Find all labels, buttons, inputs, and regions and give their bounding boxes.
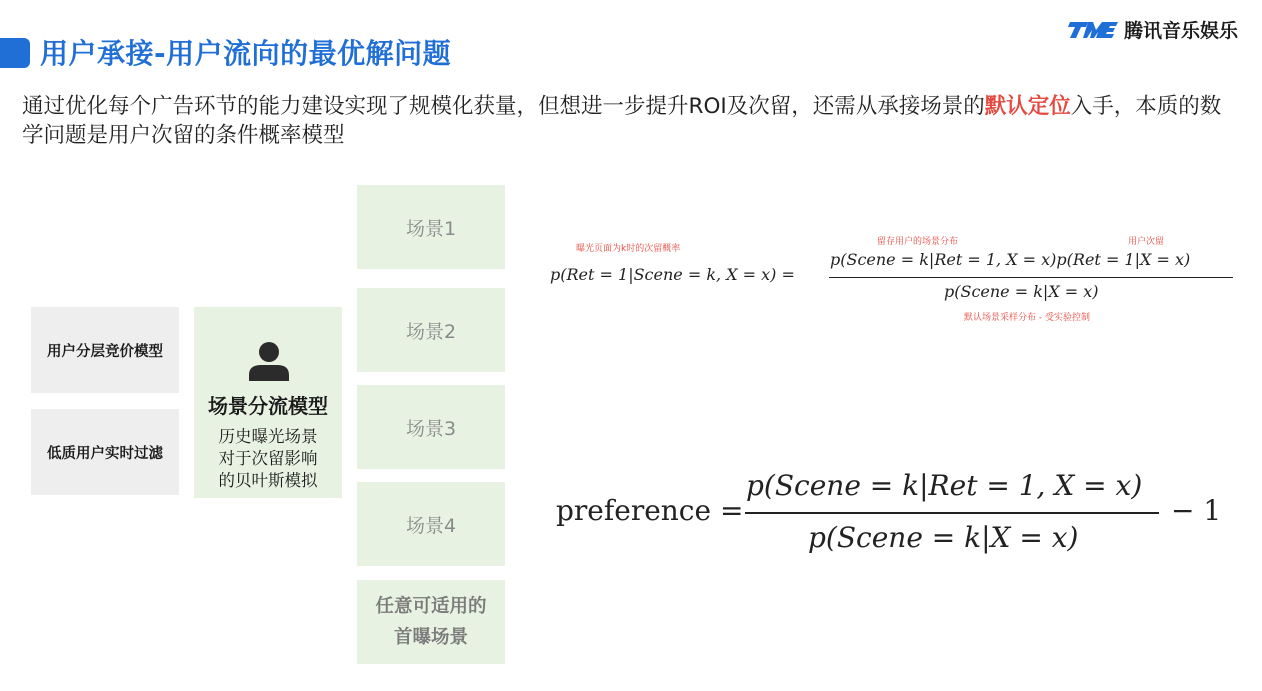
intro-text-1: 通过优化每个广告环节的能力建设实现了规模化获量，但想进一步提升ROI及次留，还需从承接场景的 <box>22 94 985 119</box>
scene-any-line: 首曝场景 <box>393 627 468 648</box>
scene-any-line: 任意可适用的 <box>375 596 487 617</box>
formula2-numerator: p(Scene = k|Ret = 1, X = x) <box>746 469 1143 502</box>
brand-logo <box>1068 16 1238 43</box>
model-title: 场景分流模型 <box>208 394 328 418</box>
scene-2-box: 场景2 <box>357 288 505 372</box>
title-accent-bar <box>0 38 30 68</box>
page-title: 用户承接-用户流向的最优解问题 <box>40 37 452 70</box>
scene-4-box: 场景4 <box>357 482 505 566</box>
model-description <box>194 426 342 492</box>
formula1-annotation-den: 默认场景采样分布 - 受实验控制 <box>964 313 1090 323</box>
formula1-lhs: p(Ret = 1|Scene = k, X = x) = <box>550 265 795 284</box>
formula2-lhs: preference = <box>556 494 744 527</box>
person-icon <box>247 341 291 381</box>
brand-name: 腾讯音乐娱乐 <box>1124 20 1239 42</box>
formula1-annotation-lhs: 曝光页面为k时的次留概率 <box>576 244 681 254</box>
formula2-fraction-bar <box>745 512 1159 514</box>
formula1-numerator: p(Scene = k|Ret = 1, X = x)p(Ret = 1|X = x) <box>830 250 1191 269</box>
formula2-denominator: p(Scene = k|X = x) <box>808 521 1079 554</box>
scene-1-box: 场景1 <box>357 185 505 269</box>
low-quality-filter-box: 低质用户实时过滤 <box>31 409 179 495</box>
formula1-annotation-num1: 留存用户的场景分布 <box>877 237 959 247</box>
formula1-denominator: p(Scene = k|X = x) <box>944 282 1099 301</box>
formula1-fraction-bar <box>829 277 1233 278</box>
intro-highlight: 默认定位 <box>984 94 1071 119</box>
formula2-tail: − 1 <box>1171 494 1222 527</box>
any-first-exposure-scene-box <box>357 580 505 664</box>
scene-routing-model-box <box>194 307 342 498</box>
model-desc-line: 历史曝光场景 <box>218 427 318 446</box>
formula1-annotation-num2: 用户次留 <box>1128 237 1165 247</box>
intro-paragraph <box>22 92 1242 150</box>
tme-logo-icon <box>1068 20 1118 40</box>
user-tier-bidding-box: 用户分层竞价模型 <box>31 307 179 393</box>
model-desc-line: 的贝叶斯模拟 <box>218 471 318 490</box>
model-desc-line: 对于次留影响 <box>218 449 318 468</box>
intro-text-2: 入手，本质的数学问题是用户次留的条件概率模型 <box>22 94 1222 148</box>
scene-3-box: 场景3 <box>357 385 505 469</box>
